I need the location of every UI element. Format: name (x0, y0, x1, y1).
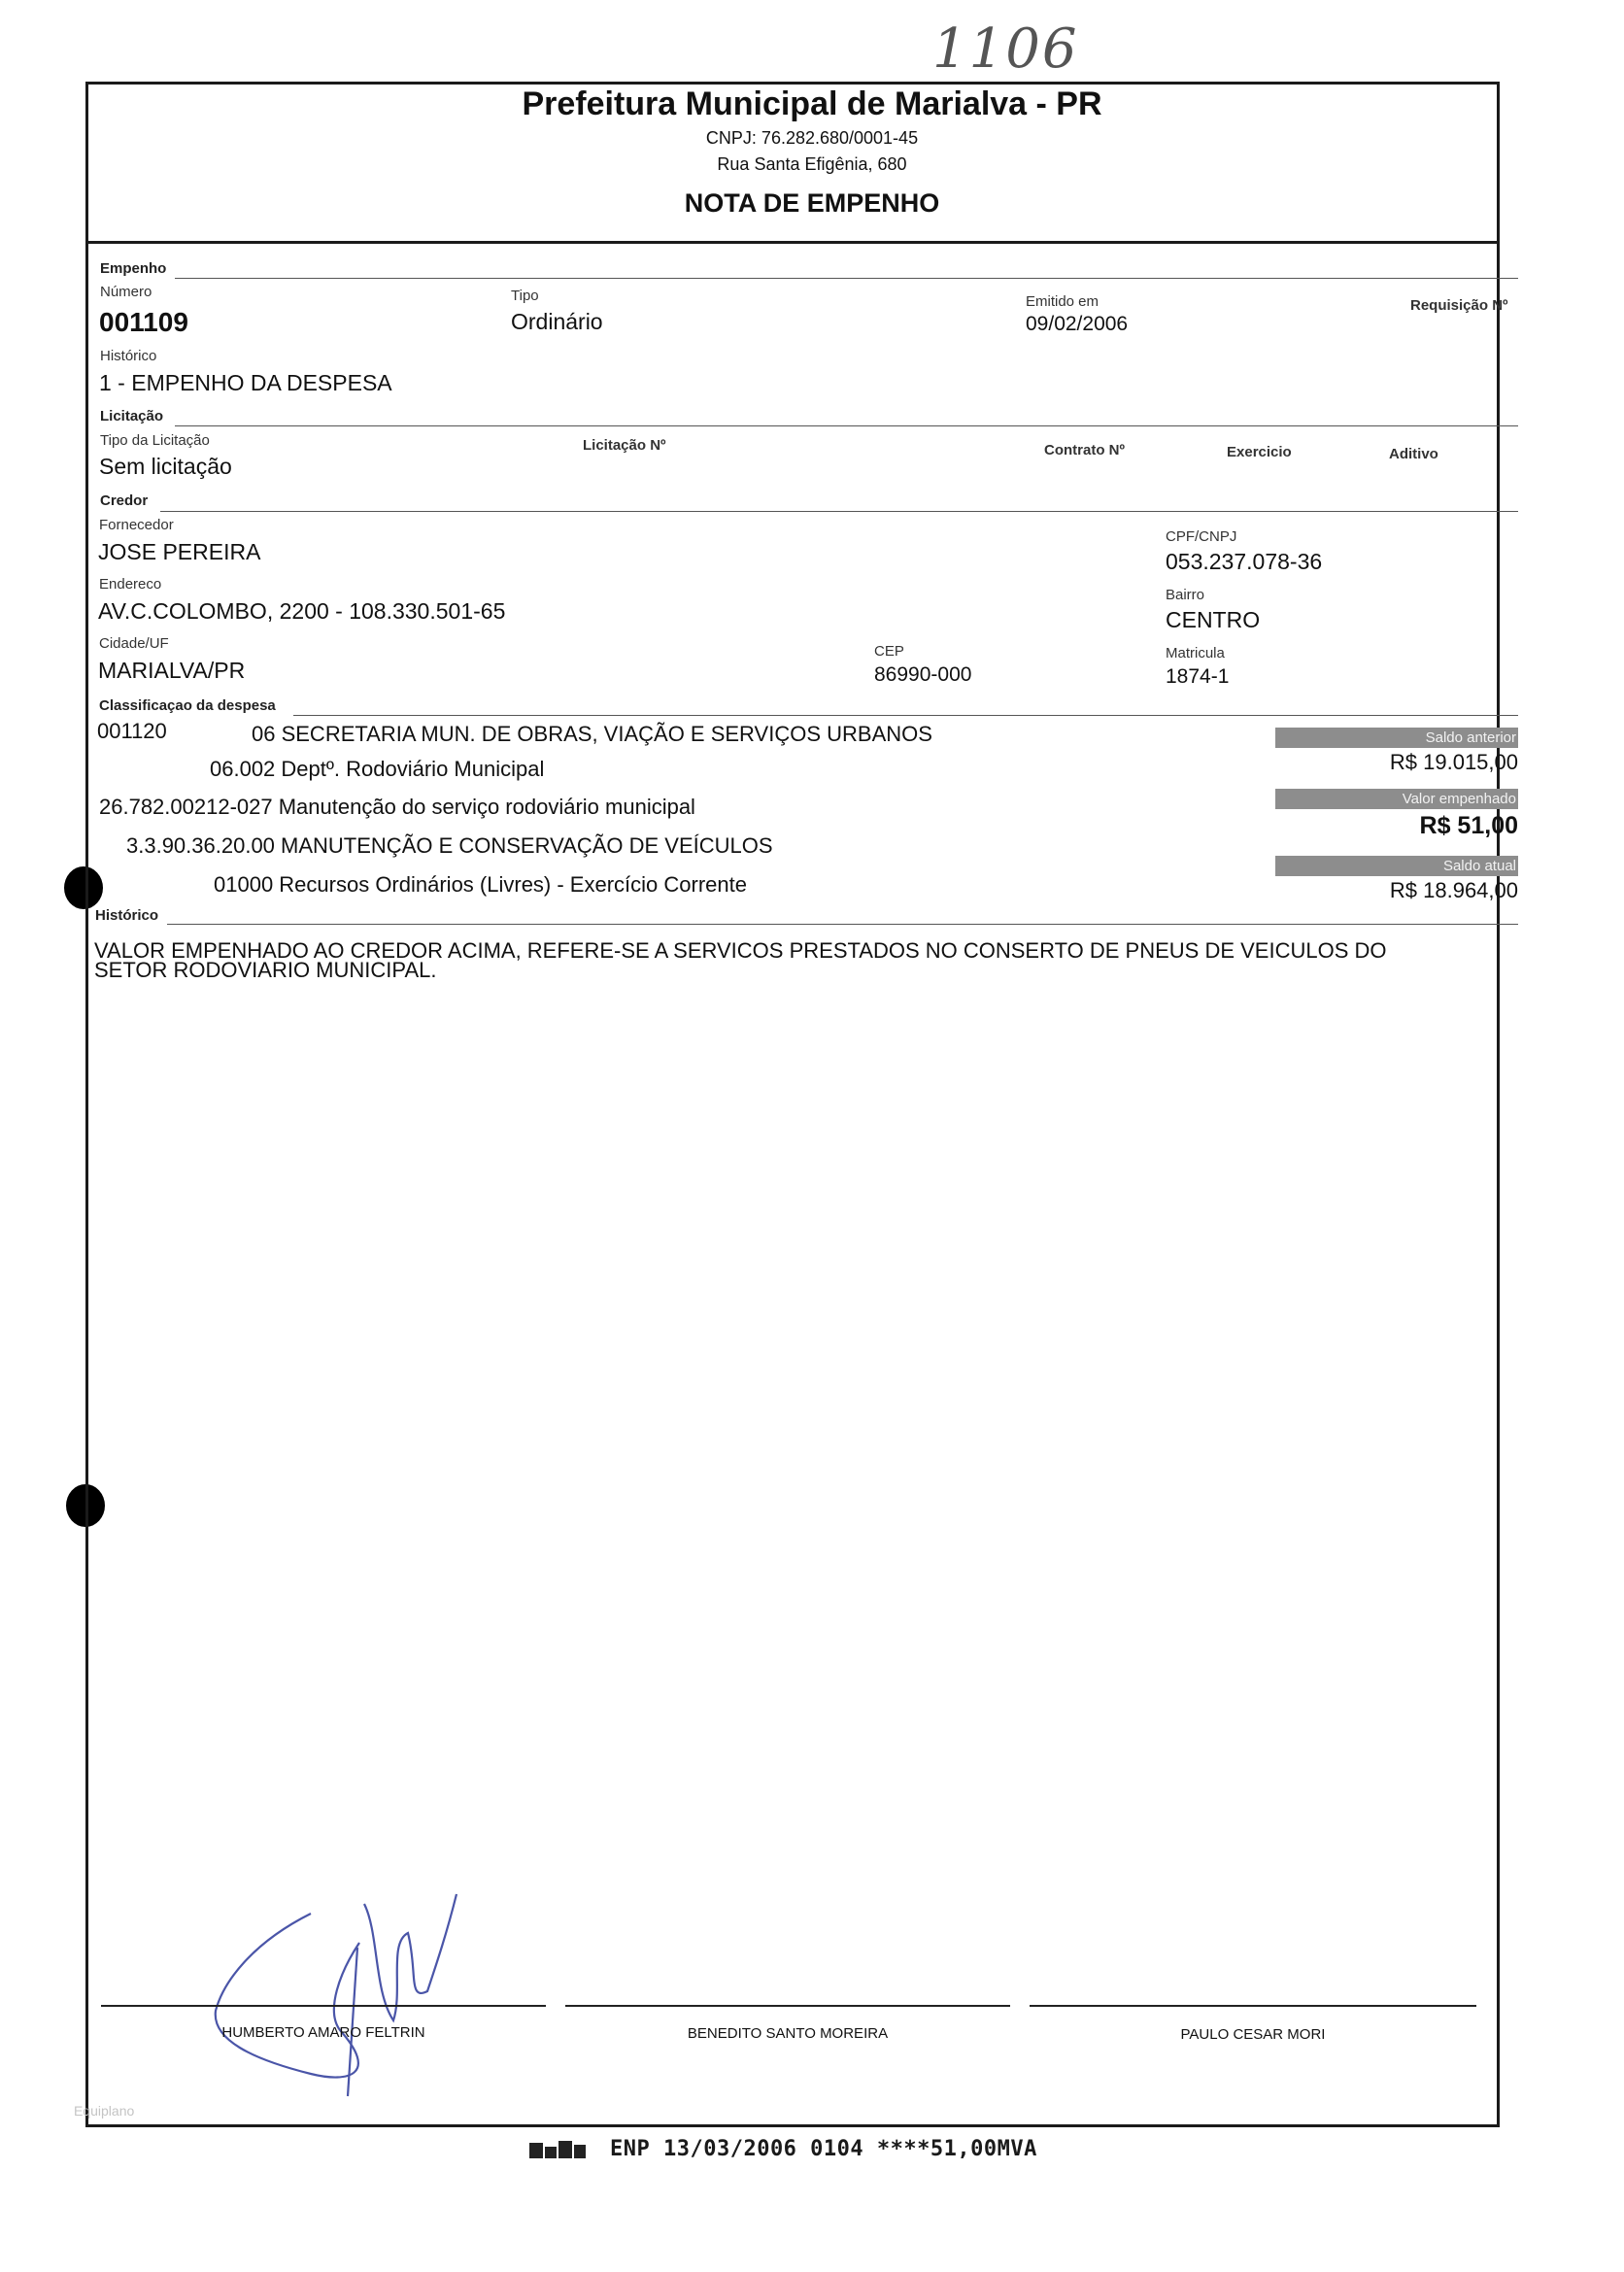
credor-rule (160, 511, 1518, 512)
classificacao-line1: 06 SECRETARIA MUN. DE OBRAS, VIAÇÃO E SERVIÇOS URBANOS (252, 722, 932, 746)
historico-section-label: Histórico (95, 907, 159, 924)
tipo-licitacao-value: Sem licitação (99, 454, 232, 479)
emitido-value: 09/02/2006 (1026, 313, 1129, 335)
classificacao-line2: 06.002 Deptº. Rodoviário Municipal (210, 757, 545, 781)
signature-line-2 (565, 2005, 1010, 2007)
classificacao-line4: 3.3.90.36.20.00 MANUTENÇÃO E CONSERVAÇÃO DE VEÍCULOS (126, 833, 773, 858)
cidade-value: MARIALVA/PR (98, 658, 246, 683)
software-watermark: Equiplano (74, 2103, 135, 2119)
handwritten-page-number: 1106 (932, 17, 1079, 81)
licitacao-section-label: Licitação (100, 408, 164, 424)
classificacao-code: 001120 (97, 719, 167, 743)
cep-label: CEP (874, 643, 904, 660)
historico-line1: VALOR EMPENHADO AO CREDOR ACIMA, REFERE-SE A SERVICOS PRESTADOS NO CONSERTO DE PNEUS DE VEICULOS DO (94, 938, 1387, 963)
signature-name-2: BENEDITO SANTO MOREIRA (687, 2025, 889, 2042)
saldo-anterior-value: R$ 19.015,00 (1389, 750, 1518, 774)
historico-rule (167, 924, 1518, 925)
bairro-value: CENTRO (1166, 607, 1261, 632)
saldo-anterior-label: Saldo anterior (1275, 728, 1518, 748)
cpf-label: CPF/CNPJ (1166, 528, 1237, 545)
fornecedor-label: Fornecedor (99, 517, 174, 533)
matricula-label: Matricula (1166, 645, 1225, 661)
signature-line-1 (101, 2005, 546, 2007)
saldo-atual-value: R$ 18.964,00 (1389, 878, 1518, 902)
valor-empenhado-label: Valor empenhado (1275, 789, 1518, 809)
signature-line-3 (1030, 2005, 1476, 2007)
emitido-label: Emitido em (1026, 293, 1100, 310)
cpf-value: 053.237.078-36 (1166, 549, 1323, 574)
classificacao-line3: 26.782.00212-027 Manutenção do serviço rodoviário municipal (99, 795, 695, 819)
fornecedor-value: JOSE PEREIRA (98, 539, 261, 564)
aditivo-label: Aditivo (1389, 446, 1438, 462)
empenho-rule (175, 278, 1518, 279)
empenho-number: 001109 (99, 307, 188, 337)
endereco-value: AV.C.COLOMBO, 2200 - 108.330.501-65 (98, 598, 506, 624)
matricula-value: 1874-1 (1166, 665, 1230, 688)
requisicao-label: Requisição Nº (1410, 297, 1508, 314)
mechanical-stamp: ENP 13/03/2006 0104 ****51,00MVA (610, 2137, 1037, 2161)
classificacao-rule (293, 715, 1518, 716)
endereco-label: Endereco (99, 576, 162, 593)
classificacao-section-label: Classificaçao da despesa (99, 697, 276, 714)
cnpj-text: CNPJ: 76.282.680/0001-45 (705, 128, 919, 148)
historico-empenho-label: Histórico (100, 348, 157, 364)
valor-empenhado-value: R$ 51,00 (1419, 812, 1518, 839)
header-separator (85, 241, 1500, 244)
bairro-label: Bairro (1166, 587, 1205, 603)
tipo-licitacao-label: Tipo da Licitação (100, 432, 210, 449)
cep-value: 86990-000 (874, 663, 972, 686)
page-title: Prefeitura Municipal de Marialva - PR (522, 85, 1102, 122)
exercicio-label: Exercicio (1227, 444, 1292, 460)
contrato-label: Contrato Nº (1044, 442, 1125, 458)
numero-label: Número (100, 284, 152, 300)
stamp-logo-icon (529, 2139, 588, 2164)
address-text: Rua Santa Efigênia, 680 (717, 154, 907, 174)
historico-line2: SETOR RODOVIARIO MUNICIPAL. (94, 958, 437, 982)
licitacao-rule (175, 425, 1518, 426)
licitacao-numero-label: Licitação Nº (583, 437, 666, 454)
document-title: NOTA DE EMPENHO (684, 188, 940, 218)
classificacao-line5: 01000 Recursos Ordinários (Livres) - Exercício Corrente (214, 872, 747, 897)
saldo-atual-label: Saldo atual (1275, 856, 1518, 876)
signature-name-3: PAULO CESAR MORI (1180, 2026, 1326, 2043)
cidade-label: Cidade/UF (99, 635, 169, 652)
tipo-value: Ordinário (511, 309, 603, 334)
empenho-section-label: Empenho (100, 260, 167, 277)
signature-scribble (194, 1875, 476, 2108)
credor-section-label: Credor (100, 492, 149, 509)
signature-name-1: HUMBERTO AMARO FELTRIN (221, 2024, 425, 2041)
tipo-label: Tipo (511, 288, 539, 304)
historico-empenho-value: 1 - EMPENHO DA DESPESA (99, 370, 392, 395)
